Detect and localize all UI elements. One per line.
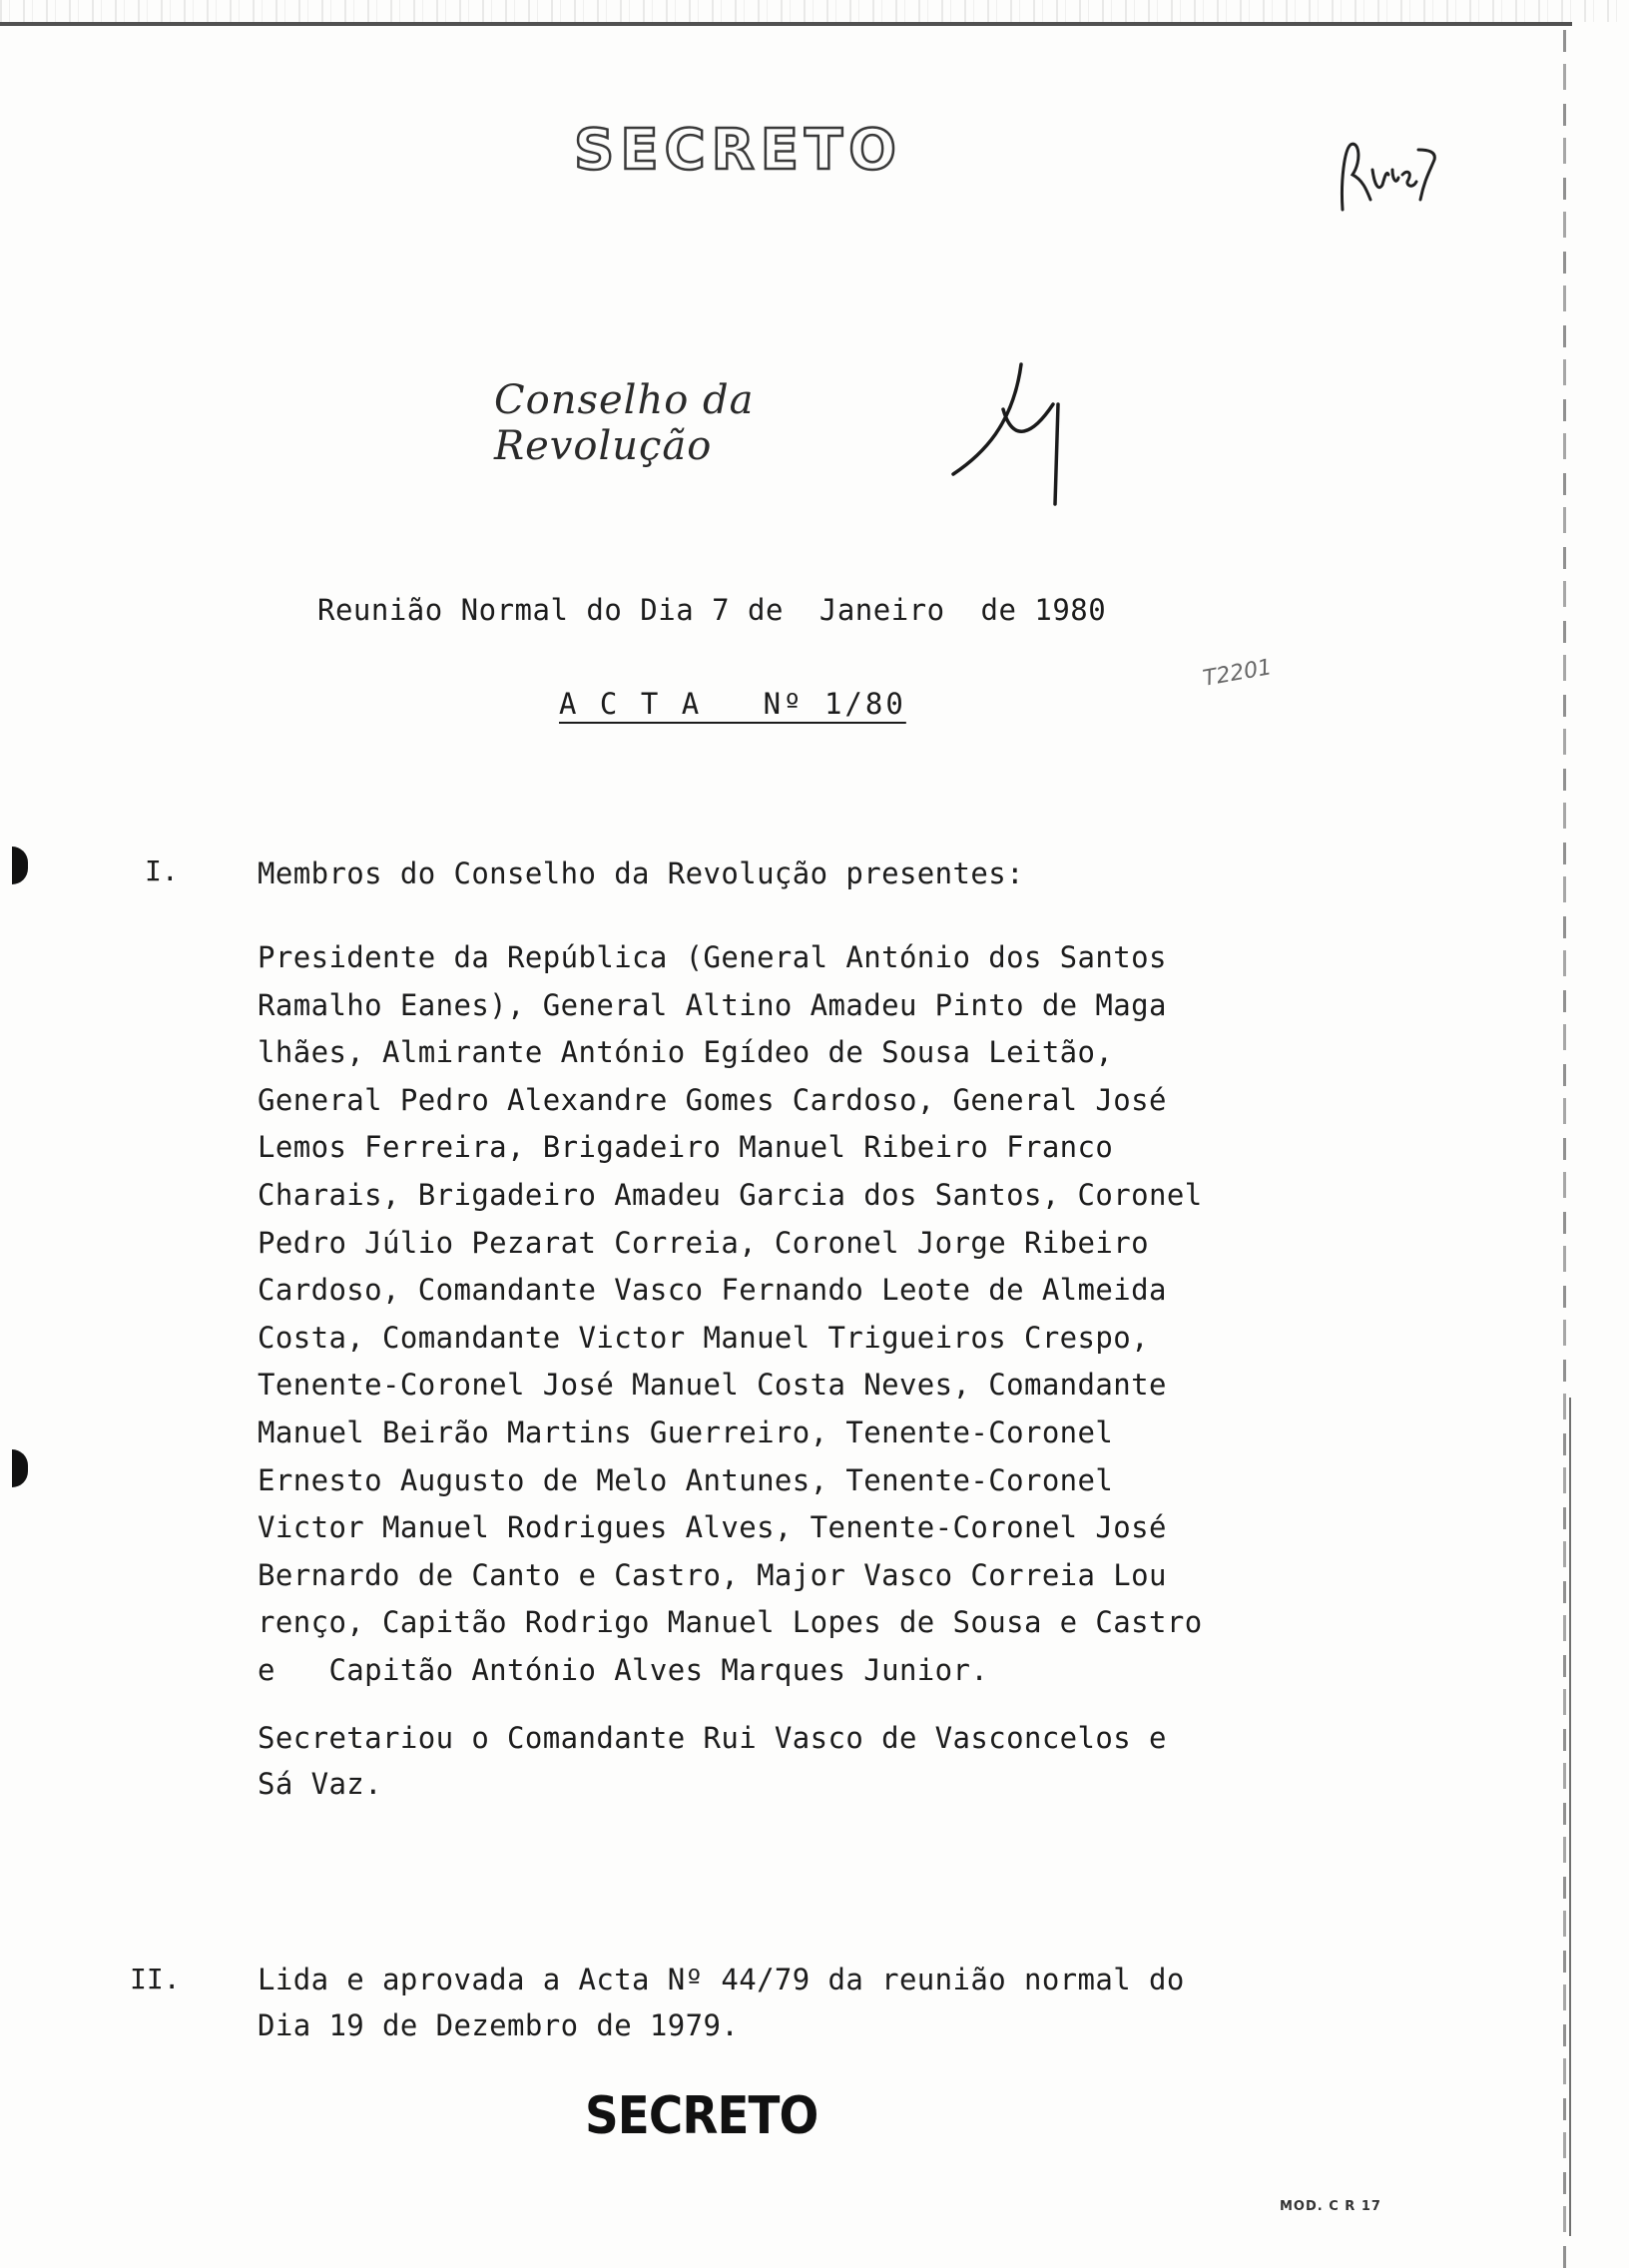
text-line: Lida e aprovada a Acta Nº 44/79 da reunião normal do: [258, 1963, 1185, 1996]
classification-stamp-bottom: SECRETO: [585, 2086, 818, 2146]
section-2-paragraph: [258, 1957, 1276, 2048]
text-line: Secretariou o Comandante Rui Vasco de Vasconcelos e: [258, 1721, 1167, 1755]
text-line: lhães, Almirante António Egídeo de Sousa Leitão,: [258, 1035, 1114, 1070]
text-line: Ernesto Augusto de Melo Antunes, Tenente-Coronel: [258, 1462, 1114, 1497]
text-line: General Pedro Alexandre Gomes Cardoso, General José: [258, 1082, 1167, 1117]
handwritten-initial: [1333, 130, 1452, 230]
text-line: e Capitão António Alves Marques Junior.: [258, 1652, 989, 1687]
scan-top-edge: [0, 22, 1572, 26]
classification-stamp-top: SECRETO: [574, 118, 902, 183]
members-list: [258, 934, 1276, 1695]
text-line: Charais, Brigadeiro Amadeu Garcia dos Santos, Coronel: [258, 1177, 1203, 1212]
section-heading: Membros do Conselho da Revolução presentes:: [258, 856, 1024, 890]
text-line: Manuel Beirão Martins Guerreiro, Tenente-Coronel: [258, 1415, 1114, 1449]
section-number: II.: [130, 1963, 181, 1995]
text-line: Sá Vaz.: [258, 1767, 383, 1801]
text-line: Pedro Júlio Pezarat Correia, Coronel Jorge Ribeiro: [258, 1225, 1149, 1260]
margin-handwritten-note: T2201: [1201, 655, 1275, 692]
text-line: Tenente-Coronel José Manuel Costa Neves, Comandante: [258, 1368, 1167, 1403]
text-line: renço, Capitão Rodrigo Manuel Lopes de Sousa e Castro: [258, 1605, 1203, 1640]
text-line: Costa, Comandante Victor Manuel Trigueiros Crespo,: [258, 1320, 1149, 1355]
text-line: Victor Manuel Rodrigues Alves, Tenente-Coronel José: [258, 1510, 1167, 1545]
binder-hole-mark: [12, 847, 28, 884]
text-line: Presidente da República (General António dos Santos: [258, 940, 1167, 974]
signature-mark: [943, 354, 1073, 514]
scan-noise: [0, 0, 1629, 22]
binder-hole-mark: [12, 1449, 28, 1487]
meeting-date-line: Reunião Normal do Dia 7 de Janeiro de 1980: [317, 593, 1107, 627]
section-number: I.: [145, 854, 179, 887]
scan-right-edge: [1563, 30, 1566, 2268]
text-line: Dia 19 de Dezembro de 1979.: [258, 2008, 740, 2042]
text-line: Lemos Ferreira, Brigadeiro Manuel Ribeiro Franco: [258, 1130, 1114, 1165]
secretary-paragraph: [258, 1715, 1276, 1807]
scan-right-edge-lower: [1569, 1398, 1571, 2236]
text-line: Cardoso, Comandante Vasco Fernando Leote de Almeida: [258, 1273, 1167, 1308]
letterhead-title: Conselho da Revolução: [494, 377, 755, 469]
acta-number: A C T A Nº 1/80: [559, 687, 906, 721]
form-code: MOD. C R 17: [1280, 2199, 1381, 2214]
text-line: Ramalho Eanes), General Altino Amadeu Pinto de Maga: [258, 987, 1167, 1022]
text-line: Bernardo de Canto e Castro, Major Vasco Correia Lou: [258, 1557, 1167, 1592]
